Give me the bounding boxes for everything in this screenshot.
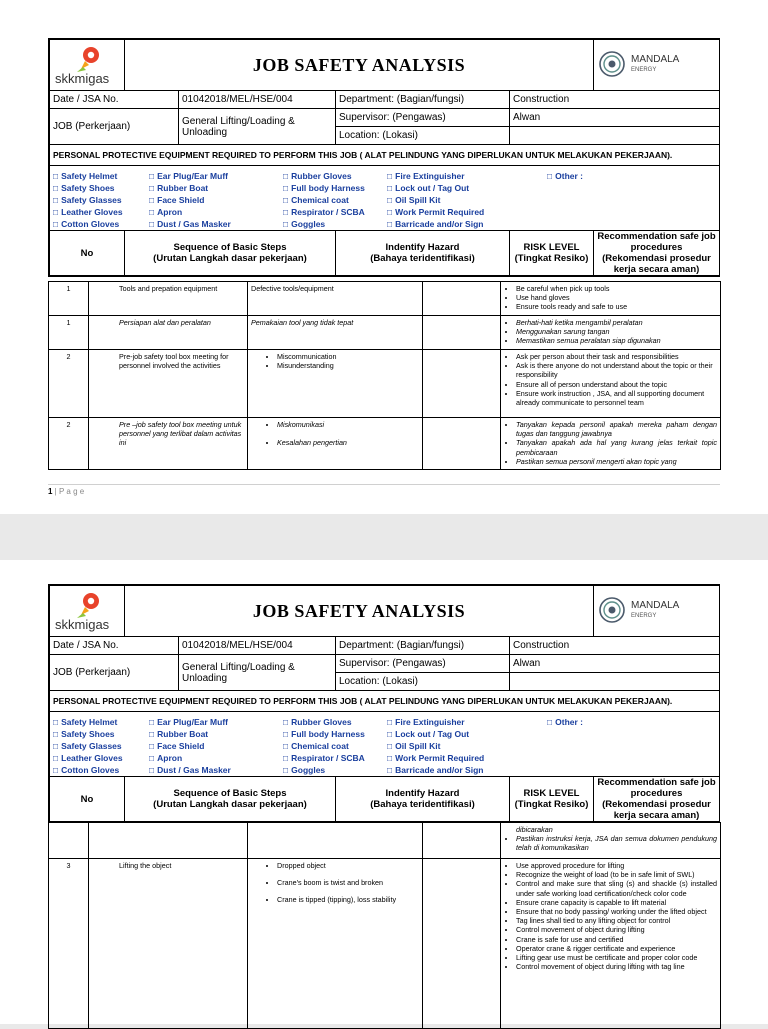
ppe-column-1	[53, 170, 123, 230]
department-label: Department: (Bagian/fungsi)	[336, 637, 510, 655]
column-hazard-sub: (Bahaya teridentifikasi)	[370, 253, 475, 264]
recommendation-item: • Tanyakan kepada personil apakah mereka paham dengan tugas dan tanggung jawabnya	[516, 420, 717, 438]
ppe-item[interactable]: □ Full body Harness	[283, 728, 365, 740]
recommendation	[501, 859, 721, 1029]
row-number: 2	[49, 418, 89, 470]
recommendation-item: • Operator crane & rigger certificate and experience	[516, 944, 717, 953]
recommendation-item: • Be careful when pick up tools	[516, 284, 717, 293]
recommendation-item: • Control movement of object during lifting	[516, 925, 717, 934]
document-page-1	[0, 0, 768, 514]
recommendation-item: • Use approved procedure for lifting	[516, 861, 717, 870]
column-steps-sub: (Urutan Langkah dasar pekerjaan)	[153, 253, 307, 264]
recommendation-item: • Berhati-hati ketika mengambil peralatan	[516, 318, 717, 327]
column-risk-label: RISK LEVEL	[523, 788, 580, 799]
recommendation	[501, 316, 721, 350]
step-text: Pre-job safety tool box meeting for personnel involved the activities	[89, 350, 248, 418]
hazard-item: • Miskomunikasi	[277, 420, 419, 429]
column-steps	[125, 231, 336, 276]
column-steps-label: Sequence of Basic Steps	[173, 242, 287, 253]
recommendation-item: • Ensure work instruction , JSA, and all supporting document already communicate to personnel team	[516, 389, 717, 407]
column-risk-label: RISK LEVEL	[523, 242, 580, 253]
skkmigas-logo-mark	[53, 41, 119, 87]
hazard-item: • Misunderstanding	[277, 361, 419, 370]
mandala-logo-sub: ENERGY	[631, 66, 657, 73]
ppe-item[interactable]: □ Safety Glasses	[53, 740, 123, 752]
risk-level	[423, 282, 501, 316]
column-no: No	[50, 777, 125, 822]
ppe-item[interactable]: □ Barricade and/or Sign	[387, 764, 484, 776]
recommendation-item: • Ensure crane capacity is capable to lift material	[516, 898, 717, 907]
ppe-column-5	[547, 716, 583, 728]
jsa-steps-table	[48, 822, 721, 1029]
jsa-header-table	[49, 585, 720, 822]
ppe-column-3	[283, 170, 365, 230]
document-page-2	[0, 560, 768, 1024]
ppe-item[interactable]: □ Dust / Gas Masker	[149, 764, 231, 776]
recommendation-item: • Memastikan semua peralatan siap digunakan	[516, 336, 717, 345]
ppe-column-4	[387, 716, 484, 776]
ppe-item[interactable]: □ Apron	[149, 206, 231, 218]
ppe-item[interactable]: □ Barricade and/or Sign	[387, 218, 484, 230]
ppe-item[interactable]: □ Full body Harness	[283, 182, 365, 194]
ppe-checklist	[50, 712, 719, 776]
mandala-logo-mark	[597, 41, 717, 87]
document-title: JOB SAFETY ANALYSIS	[125, 586, 594, 637]
ppe-item[interactable]: □ Face Shield	[149, 194, 231, 206]
recommendation-item: • Use hand gloves	[516, 293, 717, 302]
column-steps-label: Sequence of Basic Steps	[173, 788, 287, 799]
location-label: Location: (Lokasi)	[336, 673, 510, 691]
ppe-item[interactable]: □ Oil Spill Kit	[387, 194, 484, 206]
risk-level	[423, 350, 501, 418]
department-value: Construction	[510, 91, 720, 109]
ppe-checklist	[50, 166, 719, 230]
risk-level	[423, 823, 501, 859]
ppe-item[interactable]: □ Cotton Gloves	[53, 218, 123, 230]
mandala-logo	[594, 40, 720, 91]
recommendation-item: • Tanyakan apakah ada hal yang kurang jelas terkait topic pembicaraan	[516, 438, 717, 456]
ppe-heading: PERSONAL PROTECTIVE EQUIPMENT REQUIRED TO PERFORM THIS JOB ( ALAT PELINDUNG YANG DIPERLUKAN UNTUK MELAKUKAN PEKERJAAN).	[50, 691, 720, 712]
ppe-item[interactable]: □ Leather Gloves	[53, 752, 123, 764]
recommendation-item: • Pastikan instruksi kerja, JSA dan semua dokumen pendukung telah di komunikasikan	[516, 834, 717, 852]
step-text: Lifting the object	[89, 859, 248, 1029]
recommendation	[501, 418, 721, 470]
skkmigas-logo-mark	[53, 587, 119, 633]
mandala-logo-mark	[597, 587, 717, 633]
ppe-column-5	[547, 170, 583, 182]
hazard-text	[248, 823, 423, 859]
risk-level	[423, 418, 501, 470]
ppe-item[interactable]: □ Rubber Boat	[149, 728, 231, 740]
recommendation	[501, 823, 721, 859]
ppe-item[interactable]: □ Goggles	[283, 764, 365, 776]
recommendation	[501, 282, 721, 316]
department-label: Department: (Bagian/fungsi)	[336, 91, 510, 109]
hazard-list	[248, 350, 423, 418]
jsa-header-table	[49, 39, 720, 276]
ppe-item[interactable]: □ Chemical coat	[283, 740, 365, 752]
skkmigas-logo-text: skkmigas	[55, 616, 110, 632]
recommendation-item: • Recognize the weight of load (to be in safe limit of SWL)	[516, 870, 717, 879]
column-recommendation	[594, 777, 720, 822]
ppe-column-2	[149, 170, 231, 230]
ppe-item[interactable]: □ Work Permit Required	[387, 752, 484, 764]
row-number: 1	[49, 316, 89, 350]
step-text: Tools and prepation equipment	[89, 282, 248, 316]
skkmigas-logo-text: skkmigas	[55, 70, 110, 86]
ppe-item[interactable]: □ Safety Shoes	[53, 182, 123, 194]
department-value: Construction	[510, 637, 720, 655]
date-value: 01042018/MEL/HSE/004	[179, 637, 336, 655]
ppe-item[interactable]: □ Ear Plug/Ear Muff	[149, 170, 231, 182]
column-no: No	[50, 231, 125, 276]
ppe-item[interactable]: □ Safety Helmet	[53, 170, 123, 182]
recommendation-item: • Control and make sure that sling (s) and shackle (s) installed under safe working load certification/check color code	[516, 879, 717, 897]
ppe-item[interactable]: □ Lock out / Tag Out	[387, 182, 484, 194]
column-steps-sub: (Urutan Langkah dasar pekerjaan)	[153, 799, 307, 810]
mandala-logo-sub: ENERGY	[631, 612, 657, 619]
recommendation	[501, 350, 721, 418]
column-rec-label: Recommendation safe job procedures	[597, 231, 716, 253]
ppe-column-4	[387, 170, 484, 230]
skkmigas-logo	[50, 40, 125, 91]
step-text: Persiapan alat dan peralatan	[89, 316, 248, 350]
row-number	[49, 823, 89, 859]
ppe-item[interactable]: □ Apron	[149, 752, 231, 764]
row-number: 1	[49, 282, 89, 316]
ppe-item[interactable]: □ Dust / Gas Masker	[149, 218, 231, 230]
column-hazard-sub: (Bahaya teridentifikasi)	[370, 799, 475, 810]
step-text	[89, 823, 248, 859]
row-number: 2	[49, 350, 89, 418]
hazard-list	[248, 859, 423, 1029]
table-row	[49, 418, 721, 470]
row-number: 3	[49, 859, 89, 1029]
recommendation-item: • Ask per person about their task and responsibilities	[516, 352, 717, 361]
ppe-item-other[interactable]: □ Other :	[547, 716, 583, 728]
column-rec-sub: (Rekomendasi prosedur kerja secara aman)	[602, 799, 711, 821]
column-risk	[510, 777, 594, 822]
jsa-steps-table	[48, 281, 721, 470]
column-risk-sub: (Tingkat Resiko)	[514, 799, 589, 810]
ppe-item[interactable]: □ Respirator / SCBA	[283, 206, 365, 218]
hazard-item: • Crane's boom is twist and broken	[277, 878, 419, 887]
risk-level	[423, 316, 501, 350]
job-value: General Lifting/Loading & Unloading	[179, 109, 336, 145]
hazard-item: • Miscommunication	[277, 352, 419, 361]
date-value: 01042018/MEL/HSE/004	[179, 91, 336, 109]
job-value: General Lifting/Loading & Unloading	[179, 655, 336, 691]
recommendation-continued: dibicarakan	[516, 825, 553, 834]
skkmigas-logo	[50, 586, 125, 637]
supervisor-value: Alwan	[510, 655, 720, 673]
ppe-item[interactable]: □ Safety Shoes	[53, 728, 123, 740]
date-label: Date / JSA No.	[50, 91, 179, 109]
recommendation-item: • Pastikan semua personil mengerti akan topic yang	[516, 457, 717, 466]
ppe-item-other[interactable]: □ Other :	[547, 170, 583, 182]
ppe-item[interactable]: □ Rubber Gloves	[283, 170, 365, 182]
ppe-item[interactable]: □ Goggles	[283, 218, 365, 230]
table-row	[49, 282, 721, 316]
ppe-item[interactable]: □ Cotton Gloves	[53, 764, 123, 776]
ppe-item[interactable]: □ Leather Gloves	[53, 206, 123, 218]
table-row	[49, 823, 721, 859]
recommendation-item: • Menggunakan sarung tangan	[516, 327, 717, 336]
ppe-item[interactable]: □ Respirator / SCBA	[283, 752, 365, 764]
mandala-logo	[594, 586, 720, 637]
table-row	[49, 350, 721, 418]
ppe-column-2	[149, 716, 231, 776]
mandala-logo-text: MANDALA	[631, 599, 680, 611]
column-hazard-label: Indentify Hazard	[385, 788, 460, 799]
column-rec-label: Recommendation safe job procedures	[597, 777, 716, 799]
jsa-header-block	[48, 38, 720, 277]
recommendation-item: • Crane is safe for use and certified	[516, 935, 717, 944]
location-value	[510, 673, 720, 691]
column-risk	[510, 231, 594, 276]
supervisor-label: Supervisor: (Pengawas)	[336, 109, 510, 127]
column-hazard	[336, 777, 510, 822]
page-footer: 1 | P a g e	[48, 487, 85, 496]
ppe-heading: PERSONAL PROTECTIVE EQUIPMENT REQUIRED TO PERFORM THIS JOB ( ALAT PELINDUNG YANG DIPERLUKAN UNTUK MELAKUKAN PEKERJAAN).	[50, 145, 720, 166]
mandala-logo-text: MANDALA	[631, 53, 680, 65]
table-row	[49, 316, 721, 350]
hazard-item: • Kesalahan pengertian	[277, 438, 419, 447]
ppe-item[interactable]: □ Oil Spill Kit	[387, 740, 484, 752]
footer-divider	[48, 484, 720, 485]
column-steps	[125, 777, 336, 822]
hazard-list	[248, 418, 423, 470]
ppe-item[interactable]: □ Safety Glasses	[53, 194, 123, 206]
ppe-item[interactable]: □ Rubber Gloves	[283, 716, 365, 728]
supervisor-label: Supervisor: (Pengawas)	[336, 655, 510, 673]
column-hazard	[336, 231, 510, 276]
column-recommendation	[594, 231, 720, 276]
ppe-item[interactable]: □ Fire Extinguisher	[387, 170, 484, 182]
job-label: JOB (Perkerjaan)	[50, 109, 179, 145]
recommendation-item: • Ask is there anyone do not understand about the topic or their responsibility	[516, 361, 717, 379]
job-label: JOB (Perkerjaan)	[50, 655, 179, 691]
document-title: JOB SAFETY ANALYSIS	[125, 40, 594, 91]
jsa-header-block	[48, 584, 720, 823]
ppe-item[interactable]: □ Safety Helmet	[53, 716, 123, 728]
hazard-text: Pemakaian tool yang tidak tepat	[248, 316, 423, 350]
column-hazard-label: Indentify Hazard	[385, 242, 460, 253]
table-row	[49, 859, 721, 1029]
recommendation-item: • Tag lines shall tied to any lifting object for control	[516, 916, 717, 925]
ppe-column-1	[53, 716, 123, 776]
recommendation-item: • Ensure all of person understand about the topic	[516, 380, 717, 389]
hazard-item: • Crane is tipped (tipping), loss stability	[277, 895, 419, 904]
recommendation-item: • Ensure that no body passing/ working under the lifted object	[516, 907, 717, 916]
ppe-item[interactable]: □ Lock out / Tag Out	[387, 728, 484, 740]
hazard-item: • Dropped object	[277, 861, 419, 870]
column-rec-sub: (Rekomendasi prosedur kerja secara aman)	[602, 253, 711, 275]
page-number: 1	[48, 487, 53, 496]
ppe-item[interactable]: □ Face Shield	[149, 740, 231, 752]
column-risk-sub: (Tingkat Resiko)	[514, 253, 589, 264]
ppe-item[interactable]: □ Chemical coat	[283, 194, 365, 206]
location-value	[510, 127, 720, 145]
recommendation-item: • Ensure tools ready and safe to use	[516, 302, 717, 311]
ppe-item[interactable]: □ Ear Plug/Ear Muff	[149, 716, 231, 728]
location-label: Location: (Lokasi)	[336, 127, 510, 145]
recommendation-item: • Lifting gear use must be certificate and proper color code	[516, 953, 717, 962]
ppe-column-3	[283, 716, 365, 776]
step-text: Pre –job safety tool box meeting untuk personnel yang terlibat dalam activitas ini	[89, 418, 248, 470]
page-label: P a g e	[58, 487, 85, 496]
ppe-item[interactable]: □ Fire Extinguisher	[387, 716, 484, 728]
date-label: Date / JSA No.	[50, 637, 179, 655]
recommendation-item: • Control movement of object during lifting with tag line	[516, 962, 717, 971]
risk-level	[423, 859, 501, 1029]
supervisor-value: Alwan	[510, 109, 720, 127]
ppe-item[interactable]: □ Rubber Boat	[149, 182, 231, 194]
hazard-text: Defective tools/equipment	[248, 282, 423, 316]
ppe-item[interactable]: □ Work Permit Required	[387, 206, 484, 218]
